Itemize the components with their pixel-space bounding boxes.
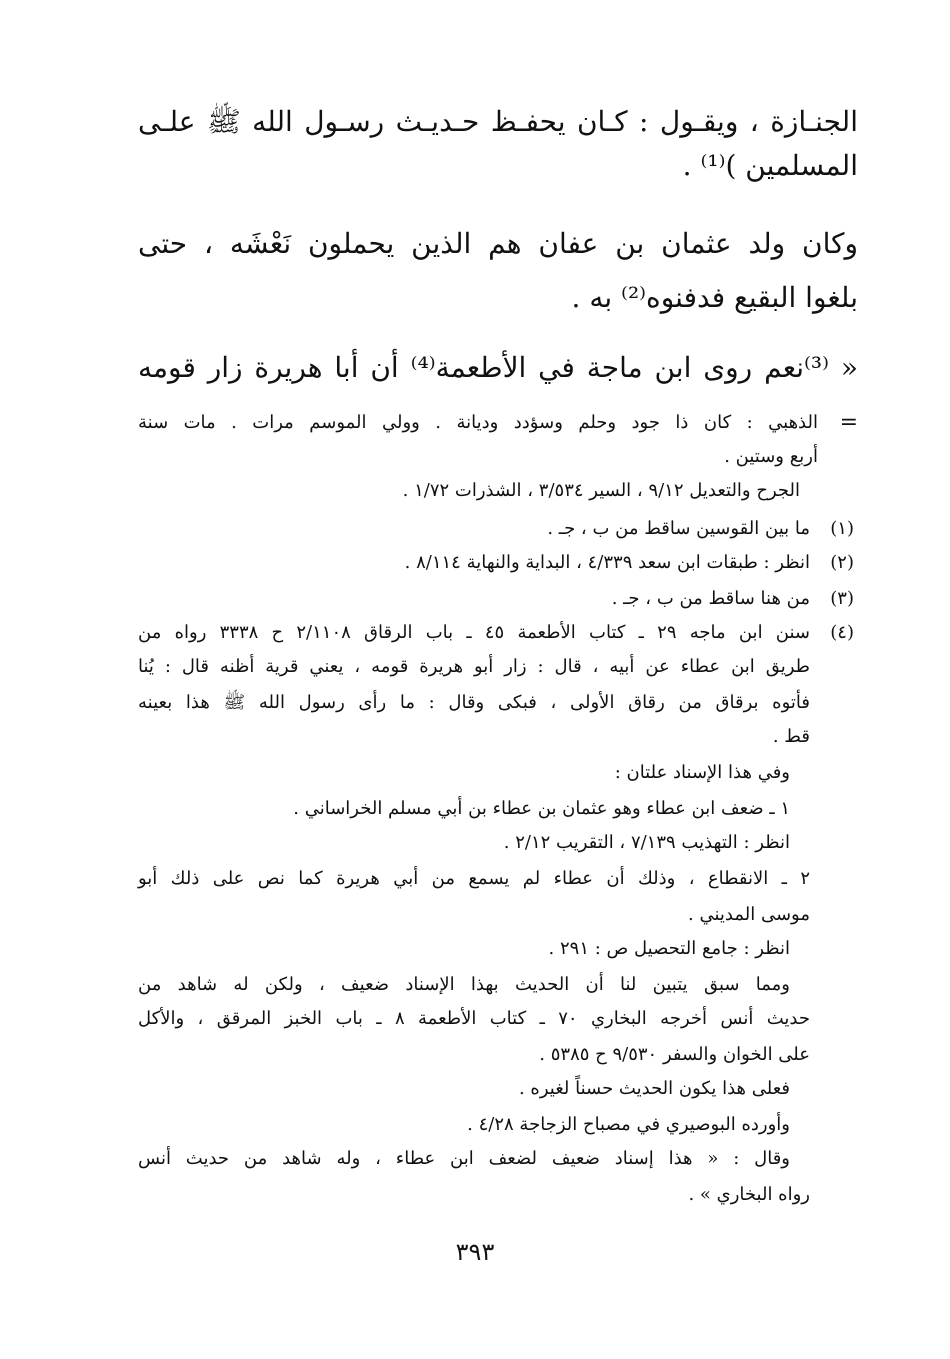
footnote-cont-line-5: موسى المديني . bbox=[688, 904, 810, 925]
page-number: ٣٩٣ bbox=[455, 1238, 495, 1266]
footnote-cont-line-2: ١ ـ ضعف ابن عطاء وهو عثمان بن عطاء بن أبي مسلم الخراساني . bbox=[293, 798, 790, 819]
footnote-text: من هنا ساقط من ب ، جـ . bbox=[611, 588, 810, 609]
footnote-cont-line-3: انظر : التهذيب ٧/١٣٩ ، التقريب ٢/١٢ . bbox=[503, 832, 790, 853]
footnote-carry-marker: = bbox=[839, 410, 858, 435]
footnote-cont-line-12: وقال : « هذا إسناد ضعيف لضعف ابن عطاء ، وله شاهد من حديث أنس bbox=[138, 1148, 790, 1169]
footnote-4-line-2: طريق ابن عطاء عن أبيه ، قال : زار أبو هريرة قومه ، يعني قرية أظنه قال : يُنا bbox=[138, 656, 810, 677]
footnote-4-line-4: قط . bbox=[772, 726, 810, 747]
footnote-carry-line-2: أربع وستين . bbox=[724, 446, 818, 467]
footnote-cont-line-11: وأورده البوصيري في مصباح الزجاجة ٤/٢٨ . bbox=[467, 1114, 790, 1135]
footnote-1 bbox=[138, 512, 854, 546]
footnote-cont-line-1: وفي هذا الإسناد علتان : bbox=[614, 762, 790, 783]
footnote-carry-line-1: الذهبي : كان ذا جود وحلم وسؤدد وديانة . وولي الموسم مرات . مات سنة bbox=[138, 412, 818, 433]
main-line-2: المسلمين )⁽¹⁾ . bbox=[682, 149, 858, 182]
footnote-cont-line-6: انظر : جامع التحصيل ص : ٢٩١ . bbox=[548, 938, 790, 959]
footnote-cont-line-4: ٢ ـ الانقطاع ، وذلك أن عطاء لم يسمع من أبي هريرة كما نص على ذلك أبو bbox=[138, 868, 810, 889]
footnote-cont-line-13: رواه البخاري » . bbox=[688, 1184, 810, 1205]
footnote-3 bbox=[138, 582, 854, 616]
footnote-number: (٣) bbox=[830, 588, 854, 609]
footnote-cont-line-9: على الخوان والسفر ٩/٥٣٠ ح ٥٣٨٥ . bbox=[539, 1044, 810, 1065]
footnote-4-line-3: فأتوه برقاق من رقاق الأولى ، فبكى وقال : ما رأى رسول الله ﷺ هذا بعينه bbox=[138, 692, 810, 713]
footnote-cont-line-7: ومما سبق يتبين لنا أن الحديث بهذا الإسناد ضعيف ، ولكن له شاهد من bbox=[138, 974, 790, 995]
footnote-number: (٤) bbox=[830, 622, 854, 643]
main-line-4: بلغوا البقيع فدفنوه⁽²⁾ به . bbox=[571, 281, 858, 314]
footnote-text: ما بين القوسين ساقط من ب ، جـ . bbox=[547, 518, 810, 539]
footnote-number: (٢) bbox=[830, 552, 854, 573]
footnote-number: (١) bbox=[830, 518, 854, 539]
main-line-1: الجنـازة ، ويقـول : كـان يحفـظ حـديـث رسـول الله ﷺ علـى bbox=[138, 105, 858, 138]
footnote-text: انظر : طبقات ابن سعد ٤/٣٣٩ ، البداية والنهاية ٨/١١٤ . bbox=[404, 552, 810, 573]
footnote-2 bbox=[138, 546, 854, 580]
footnote-cont-line-10: فعلى هذا يكون الحديث حسناً لغيره . bbox=[518, 1078, 790, 1099]
footnote-carry-line-3: الجرح والتعديل ٩/١٢ ، السير ٣/٥٣٤ ، الشذرات ١/٧٢ . bbox=[402, 480, 800, 501]
main-line-5: « ⁽³⁾نعم روى ابن ماجة في الأطعمة⁽⁴⁾ أن أبا هريرة زار قومه bbox=[138, 351, 858, 384]
footnote-cont-line-8: حديث أنس أخرجه البخاري ٧٠ ـ كتاب الأطعمة ٨ ـ باب الخبز المرقق ، والأكل bbox=[138, 1008, 811, 1029]
main-line-3: وكان ولد عثمان بن عفان هم الذين يحملون نَعْشَه ، حتى bbox=[138, 227, 859, 260]
footnote-4-line-1: سنن ابن ماجه ٢٩ ـ كتاب الأطعمة ٤٥ ـ باب الرقاق ٢/١١٠٨ ح ٣٣٣٨ رواه من bbox=[138, 622, 811, 643]
